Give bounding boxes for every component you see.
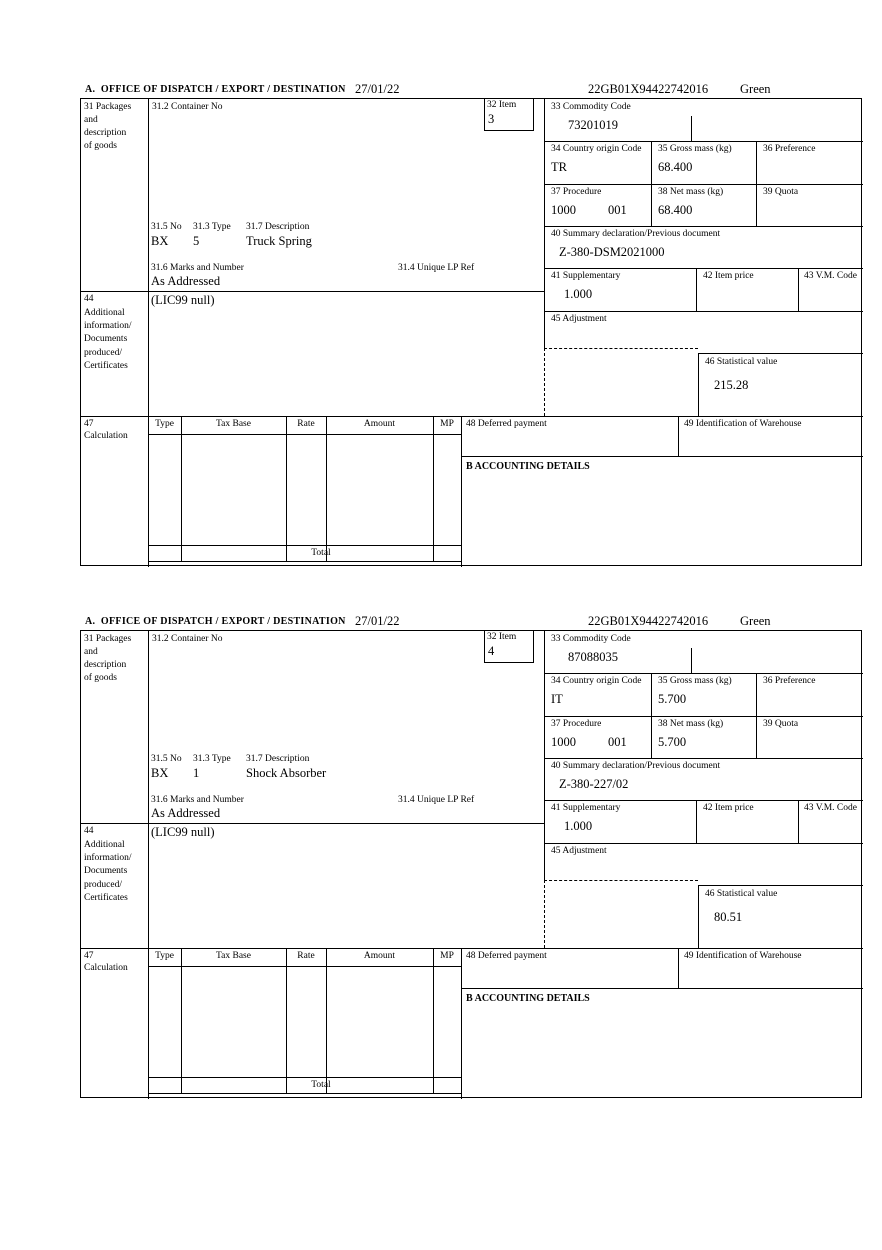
date-value: 27/01/22 bbox=[355, 614, 400, 628]
tax-table-divider-type bbox=[181, 948, 182, 1093]
row-divider-37-40 bbox=[544, 226, 863, 227]
tax-table-right-edge bbox=[461, 948, 462, 1099]
box48-deferred-payment-label: 48 Deferred payment bbox=[466, 951, 547, 961]
column-divider-48-49 bbox=[678, 416, 679, 456]
box46-statistical-label: 46 Statistical value bbox=[705, 889, 778, 899]
tax-table-divider-rate bbox=[326, 416, 327, 561]
row-divider-33-34 bbox=[544, 141, 863, 142]
box37-procedure-main-value: 1000 bbox=[551, 735, 576, 749]
box44-number-label: 44 bbox=[84, 826, 94, 836]
box38-net-mass-value: 5.700 bbox=[658, 735, 687, 749]
row-divider-48-accounting bbox=[461, 456, 863, 457]
box35-gross-mass-label: 35 Gross mass (kg) bbox=[658, 144, 732, 154]
tax-table-bottom-line bbox=[148, 1093, 461, 1094]
tax-column-mp-header: MP bbox=[440, 419, 454, 429]
box32-item-box bbox=[484, 99, 534, 131]
row-divider-33-34 bbox=[544, 673, 863, 674]
box44-label-line4: produced/ bbox=[84, 348, 122, 358]
box44-label-line5: Certificates bbox=[84, 893, 128, 903]
tax-column-type-header: Type bbox=[155, 951, 174, 961]
package-kind-value: BX bbox=[151, 234, 169, 248]
tax-column-amount-header: Amount bbox=[363, 951, 396, 961]
box37-procedure-main-value: 1000 bbox=[551, 203, 576, 217]
box44-label-line1: Additional bbox=[84, 840, 125, 850]
box31-7-description-label: 31.7 Description bbox=[246, 754, 310, 764]
box44-additional-info-value: (LIC99 null) bbox=[151, 293, 215, 307]
box39-quota-label: 39 Quota bbox=[763, 187, 799, 197]
box31-label-line1: 31 Packages bbox=[84, 102, 132, 112]
box31-6-marks-label: 31.6 Marks and Number bbox=[151, 263, 244, 273]
date-value: 27/01/22 bbox=[355, 82, 400, 96]
tax-column-rate-header: Rate bbox=[297, 419, 315, 429]
row-divider-41-45 bbox=[544, 311, 863, 312]
box31-label-line1: 31 Packages bbox=[84, 634, 132, 644]
box44-label-line3: Documents bbox=[84, 334, 128, 344]
declaration-form-box bbox=[80, 98, 862, 566]
box44-label-line2: information/ bbox=[84, 321, 132, 331]
office-of-dispatch-label: A. OFFICE OF DISPATCH / EXPORT / DESTINATION bbox=[85, 84, 346, 95]
tax-table-divider-rate bbox=[326, 948, 327, 1093]
marks-value: As Addressed bbox=[151, 806, 221, 820]
column-divider-42-43 bbox=[798, 800, 799, 843]
box34-origin-value: IT bbox=[551, 692, 563, 706]
box37-procedure-label: 37 Procedure bbox=[551, 719, 602, 729]
box31-5-no-label: 31.5 No bbox=[151, 222, 182, 232]
routing-status-value: Green bbox=[740, 82, 771, 96]
row-divider-40-41 bbox=[544, 800, 863, 801]
box49-warehouse-label: 49 Identification of Warehouse bbox=[684, 951, 802, 961]
box32-item-box bbox=[484, 631, 534, 663]
tax-column-taxbase-header: Tax Base bbox=[216, 951, 251, 961]
box48-deferred-payment-label: 48 Deferred payment bbox=[466, 419, 547, 429]
box38-net-mass-value: 68.400 bbox=[658, 203, 693, 217]
tax-column-rate-header: Rate bbox=[297, 951, 315, 961]
box31-label-line2: and bbox=[84, 647, 98, 657]
box39-quota-label: 39 Quota bbox=[763, 719, 799, 729]
box44-label-line1: Additional bbox=[84, 308, 125, 318]
tax-column-taxbase-header: Tax Base bbox=[216, 419, 251, 429]
box44-label-line4: produced/ bbox=[84, 880, 122, 890]
box47-calculation-label: Calculation bbox=[84, 431, 128, 441]
declaration-form-box bbox=[80, 630, 862, 1098]
row-divider-34-37 bbox=[544, 184, 863, 185]
box44-label-line5: Certificates bbox=[84, 361, 128, 371]
marks-value: As Addressed bbox=[151, 274, 221, 288]
row-divider-37-40 bbox=[544, 758, 863, 759]
box42-item-price-label: 42 Item price bbox=[703, 803, 754, 813]
box31-3-type-label: 31.3 Type bbox=[193, 754, 231, 764]
box33-commodity-label: 33 Commodity Code bbox=[551, 102, 631, 112]
column-divider-42-43 bbox=[798, 268, 799, 311]
declaration-item-section bbox=[0, 82, 882, 582]
tax-table-divider-amount bbox=[433, 948, 434, 1093]
box37-procedure-additional-value: 001 bbox=[608, 735, 627, 749]
box35-gross-mass-label: 35 Gross mass (kg) bbox=[658, 676, 732, 686]
tax-column-type-header: Type bbox=[155, 419, 174, 429]
box31-3-type-label: 31.3 Type bbox=[193, 222, 231, 232]
box38-net-mass-label: 38 Net mass (kg) bbox=[658, 719, 724, 729]
tax-table-header-underline bbox=[148, 966, 461, 967]
box45-adjustment-label: 45 Adjustment bbox=[551, 846, 607, 856]
row-divider-41-45 bbox=[544, 843, 863, 844]
box37-procedure-additional-value: 001 bbox=[608, 203, 627, 217]
box32-item-label: 32 Item bbox=[487, 632, 517, 642]
box38-net-mass-label: 38 Net mass (kg) bbox=[658, 187, 724, 197]
goods-description-value: Shock Absorber bbox=[246, 766, 327, 780]
box31-label-line4: of goods bbox=[84, 673, 117, 683]
box44-label-line3: Documents bbox=[84, 866, 128, 876]
tax-table-divider-taxbase bbox=[286, 948, 287, 1093]
row-divider-47 bbox=[81, 416, 863, 417]
box41-supplementary-label: 41 Supplementary bbox=[551, 803, 621, 813]
box34-origin-label: 34 Country origin Code bbox=[551, 144, 642, 154]
box31-label-line3: description bbox=[84, 660, 127, 670]
box34-origin-value: TR bbox=[551, 160, 567, 174]
row-divider-31-44 bbox=[81, 823, 544, 824]
box40-summary-value: Z-380-DSM2021000 bbox=[559, 245, 665, 259]
left-column-divider bbox=[148, 631, 149, 1099]
tax-table-divider-taxbase bbox=[286, 416, 287, 561]
commodity-subfield-divider bbox=[691, 116, 692, 141]
box37-procedure-label: 37 Procedure bbox=[551, 187, 602, 197]
box31-label-line3: description bbox=[84, 128, 127, 138]
tax-table-bottom-line bbox=[148, 561, 461, 562]
tax-table-right-edge bbox=[461, 416, 462, 567]
box47-number-label: 47 bbox=[84, 951, 94, 961]
tax-table-total-line bbox=[148, 1077, 461, 1078]
dashed-divider-vertical bbox=[544, 348, 545, 416]
box46-statistical-label: 46 Statistical value bbox=[705, 357, 778, 367]
accounting-details-label: B ACCOUNTING DETAILS bbox=[466, 993, 590, 1004]
package-kind-value: BX bbox=[151, 766, 169, 780]
package-count-value: 1 bbox=[193, 766, 200, 780]
dashed-divider-horizontal bbox=[544, 880, 698, 881]
box31-6-marks-label: 31.6 Marks and Number bbox=[151, 795, 244, 805]
declaration-item-section bbox=[0, 614, 882, 1114]
box47-number-label: 47 bbox=[84, 419, 94, 429]
mrn-value: 22GB01X94422742016 bbox=[588, 614, 709, 628]
box41-supplementary-value: 1.000 bbox=[564, 819, 593, 833]
box31-2-container-label: 31.2 Container No bbox=[152, 634, 223, 644]
goods-description-value: Truck Spring bbox=[246, 234, 312, 248]
row-divider-34-37 bbox=[544, 716, 863, 717]
box33-commodity-value: 87088035 bbox=[568, 650, 618, 664]
row-divider-47 bbox=[81, 948, 863, 949]
box35-gross-mass-value: 5.700 bbox=[658, 692, 687, 706]
column-divider-41-42 bbox=[696, 800, 697, 843]
accounting-details-label: B ACCOUNTING DETAILS bbox=[466, 461, 590, 472]
box32-item-label: 32 Item bbox=[487, 100, 517, 110]
box31-label-line4: of goods bbox=[84, 141, 117, 151]
box31-4-lp-ref-label: 31.4 Unique LP Ref bbox=[398, 795, 475, 805]
commodity-subfield-divider bbox=[691, 648, 692, 673]
box36-preference-label: 36 Preference bbox=[763, 144, 816, 154]
box35-gross-mass-value: 68.400 bbox=[658, 160, 693, 174]
left-column-divider bbox=[148, 99, 149, 567]
box49-warehouse-label: 49 Identification of Warehouse bbox=[684, 419, 802, 429]
box46-statistical-value: 215.28 bbox=[714, 378, 749, 392]
routing-status-value: Green bbox=[740, 614, 771, 628]
office-of-dispatch-label: A. OFFICE OF DISPATCH / EXPORT / DESTINATION bbox=[85, 616, 346, 627]
box42-item-price-label: 42 Item price bbox=[703, 271, 754, 281]
tax-table-divider-amount bbox=[433, 416, 434, 561]
box43-vm-code-label: 43 V.M. Code bbox=[804, 271, 857, 281]
row-divider-31-44 bbox=[81, 291, 544, 292]
box31-2-container-label: 31.2 Container No bbox=[152, 102, 223, 112]
box41-supplementary-value: 1.000 bbox=[564, 287, 593, 301]
box40-summary-label: 40 Summary declaration/Previous document bbox=[551, 229, 721, 239]
mrn-value: 22GB01X94422742016 bbox=[588, 82, 709, 96]
box43-vm-code-label: 43 V.M. Code bbox=[804, 803, 857, 813]
box31-label-line2: and bbox=[84, 115, 98, 125]
package-count-value: 5 bbox=[193, 234, 200, 248]
box31-5-no-label: 31.5 No bbox=[151, 754, 182, 764]
box33-commodity-value: 73201019 bbox=[568, 118, 618, 132]
box46-statistical-value: 80.51 bbox=[714, 910, 743, 924]
box47-calculation-label: Calculation bbox=[84, 963, 128, 973]
tax-column-amount-header: Amount bbox=[363, 419, 396, 429]
box32-item-value: 4 bbox=[488, 644, 495, 658]
box40-summary-label: 40 Summary declaration/Previous document bbox=[551, 761, 721, 771]
box31-4-lp-ref-label: 31.4 Unique LP Ref bbox=[398, 263, 475, 273]
tax-table-total-label: Total bbox=[311, 548, 331, 558]
tax-table-divider-type bbox=[181, 416, 182, 561]
box34-origin-label: 34 Country origin Code bbox=[551, 676, 642, 686]
box40-summary-value: Z-380-227/02 bbox=[559, 777, 629, 791]
dashed-divider-horizontal bbox=[544, 348, 698, 349]
tax-column-mp-header: MP bbox=[440, 951, 454, 961]
tax-table-header-underline bbox=[148, 434, 461, 435]
row-divider-48-accounting bbox=[461, 988, 863, 989]
dashed-divider-vertical bbox=[544, 880, 545, 948]
box46-statistical-box bbox=[698, 353, 863, 416]
box32-item-value: 3 bbox=[488, 112, 495, 126]
column-divider-48-49 bbox=[678, 948, 679, 988]
tax-table-total-line bbox=[148, 545, 461, 546]
tax-table-total-label: Total bbox=[311, 1080, 331, 1090]
box45-adjustment-label: 45 Adjustment bbox=[551, 314, 607, 324]
box41-supplementary-label: 41 Supplementary bbox=[551, 271, 621, 281]
box44-number-label: 44 bbox=[84, 294, 94, 304]
box44-label-line2: information/ bbox=[84, 853, 132, 863]
box33-commodity-label: 33 Commodity Code bbox=[551, 634, 631, 644]
box36-preference-label: 36 Preference bbox=[763, 676, 816, 686]
box44-additional-info-value: (LIC99 null) bbox=[151, 825, 215, 839]
box31-7-description-label: 31.7 Description bbox=[246, 222, 310, 232]
column-divider-41-42 bbox=[696, 268, 697, 311]
row-divider-40-41 bbox=[544, 268, 863, 269]
box46-statistical-box bbox=[698, 885, 863, 948]
